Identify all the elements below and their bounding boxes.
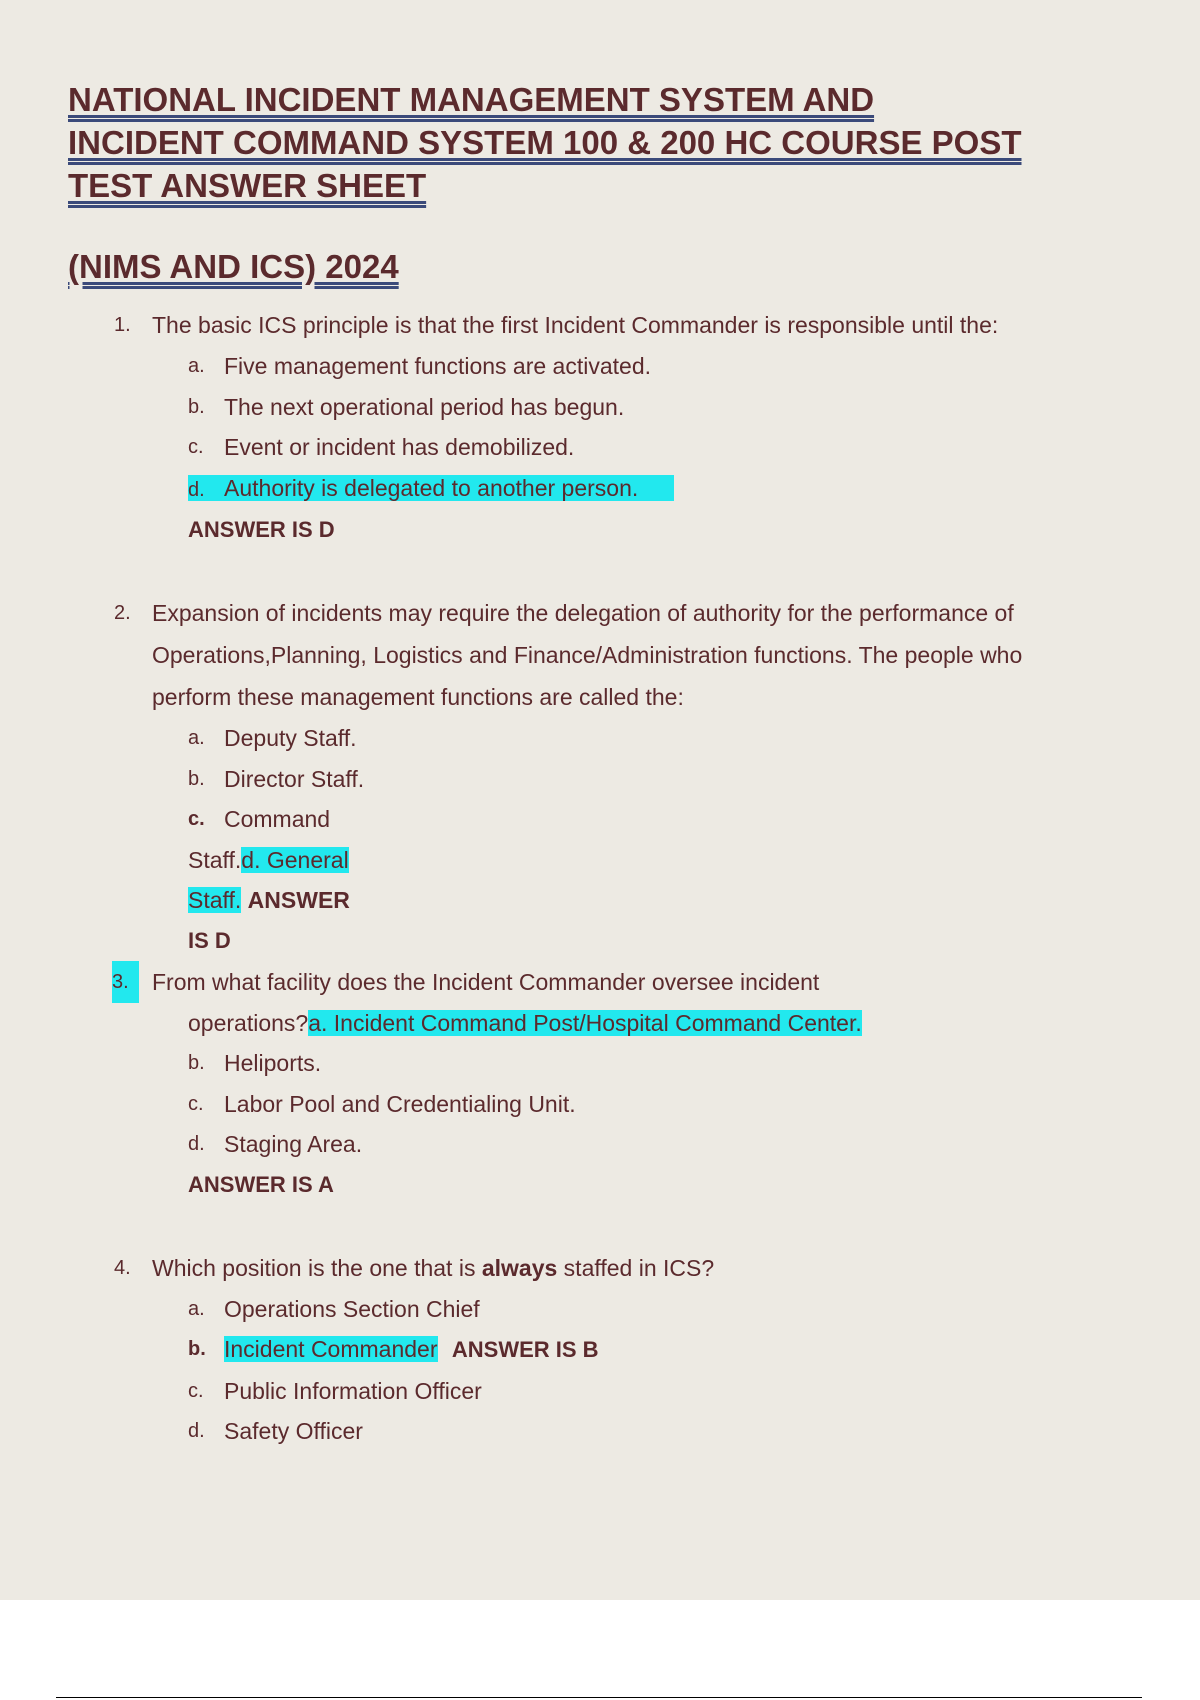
option-c [188, 1371, 1128, 1412]
option-text: Director Staff. [224, 765, 365, 792]
question-text-part: staffed in ICS? [557, 1254, 715, 1281]
option-b [188, 387, 1128, 428]
option-letter: d. [188, 1133, 205, 1155]
option-text: Public Information Officer [224, 1377, 482, 1404]
question-text: The basic ICS principle is that the first Incident Commander is responsible until the: [152, 312, 999, 338]
option-d-highlighted [188, 468, 1128, 511]
option-letter: d. [188, 478, 205, 501]
question-2 [114, 592, 1128, 961]
answer-label: ANSWER IS D [188, 517, 335, 542]
question-number: 2. [114, 602, 131, 624]
options-list [188, 1003, 1128, 1205]
options-list [188, 718, 1128, 961]
option-letter: c. [188, 808, 205, 830]
option-c [188, 1084, 1128, 1125]
answer-highlight: Incident Commander [224, 1336, 438, 1362]
option-text: Staging Area. [224, 1131, 363, 1157]
subtitle-text: (NIMS AND ICS) 2024 [68, 248, 399, 285]
question-text-continued: operations? [188, 1009, 309, 1036]
option-letter: b. [188, 395, 205, 418]
question-text-line-1: Expansion of incidents may require the delegation of authority for the performance of [152, 600, 1014, 626]
answer-label-continued: IS D [188, 927, 231, 953]
document-subtitle [68, 245, 1128, 288]
question-4 [114, 1247, 1128, 1452]
option-text: Event or incident has demobilized. [224, 434, 575, 460]
footer-divider [56, 1697, 1142, 1698]
document-title [68, 78, 1128, 207]
answer-highlight: d. General [241, 846, 349, 873]
answer-label: ANSWER IS A [188, 1171, 334, 1197]
answer-highlight: Staff. [188, 887, 242, 913]
option-letter: c. [188, 1379, 204, 1402]
option-b [188, 1043, 1128, 1084]
option-text: Labor Pool and Credentialing Unit. [224, 1090, 576, 1117]
document-content [68, 78, 1128, 1452]
wrapped-line-staff [188, 840, 1128, 881]
option-text: Five management functions are activated. [224, 353, 652, 379]
question-number-highlighted: 3. [112, 961, 139, 1003]
option-letter: b. [188, 1338, 206, 1360]
question-text-line-2 [188, 1003, 1128, 1044]
option-text: Deputy Staff. [224, 725, 357, 751]
option-letter: c. [188, 436, 204, 458]
option-c [188, 427, 1128, 468]
option-d [188, 1411, 1128, 1452]
question-text-line-3: perform these management functions are called the: [152, 684, 684, 710]
option-text: Authority is delegated to another person. [224, 474, 639, 501]
option-a [188, 346, 1128, 387]
option-letter: b. [188, 767, 205, 790]
question-number: 1. [114, 314, 131, 336]
option-b [188, 1329, 1128, 1371]
answer-label: ANSWER [247, 887, 350, 913]
option-a [188, 1289, 1128, 1330]
answer-label: ANSWER IS B [451, 1337, 599, 1362]
option-letter: b. [188, 1052, 205, 1074]
answer-highlight: a. Incident Command Post/Hospital Command Center. [308, 1009, 862, 1036]
question-3 [112, 961, 1128, 1205]
option-text: Operations Section Chief [224, 1295, 480, 1322]
answer-highlight [188, 475, 674, 501]
option-letter: c. [188, 1092, 204, 1115]
option-a [188, 718, 1128, 759]
wrapped-line-answer [188, 880, 1128, 921]
option-text: Safety Officer [224, 1418, 363, 1444]
question-text: From what facility does the Incident Commander oversee incident [152, 968, 820, 995]
question-text-part: Which position is the one that is [152, 1254, 482, 1281]
question-text [152, 1247, 1128, 1289]
wrapped-text: Staff. [188, 846, 242, 873]
question-text-emphasis: always [481, 1254, 558, 1281]
question-1 [114, 304, 1128, 550]
option-b [188, 759, 1128, 800]
option-text: The next operational period has begun. [224, 393, 625, 420]
option-letter: a. [188, 727, 205, 749]
options-list [188, 346, 1128, 550]
question-number: 4. [114, 1256, 131, 1279]
option-text: Heliports. [224, 1050, 322, 1076]
option-d [188, 1124, 1128, 1165]
title-line-1: NATIONAL INCIDENT MANAGEMENT SYSTEM AND [68, 81, 875, 118]
option-letter: a. [188, 355, 205, 377]
options-list [188, 1289, 1128, 1452]
option-c [188, 799, 1128, 840]
title-line-2: INCIDENT COMMAND SYSTEM 100 & 200 HC COURSE POST [68, 124, 1022, 161]
title-line-3: TEST ANSWER SHEET [68, 167, 427, 204]
option-letter: a. [188, 1297, 205, 1320]
question-text-line-2: Operations,Planning, Logistics and Finance/Administration functions. The people who [152, 642, 1023, 668]
option-letter: d. [188, 1420, 205, 1442]
option-text: Command [224, 806, 331, 832]
